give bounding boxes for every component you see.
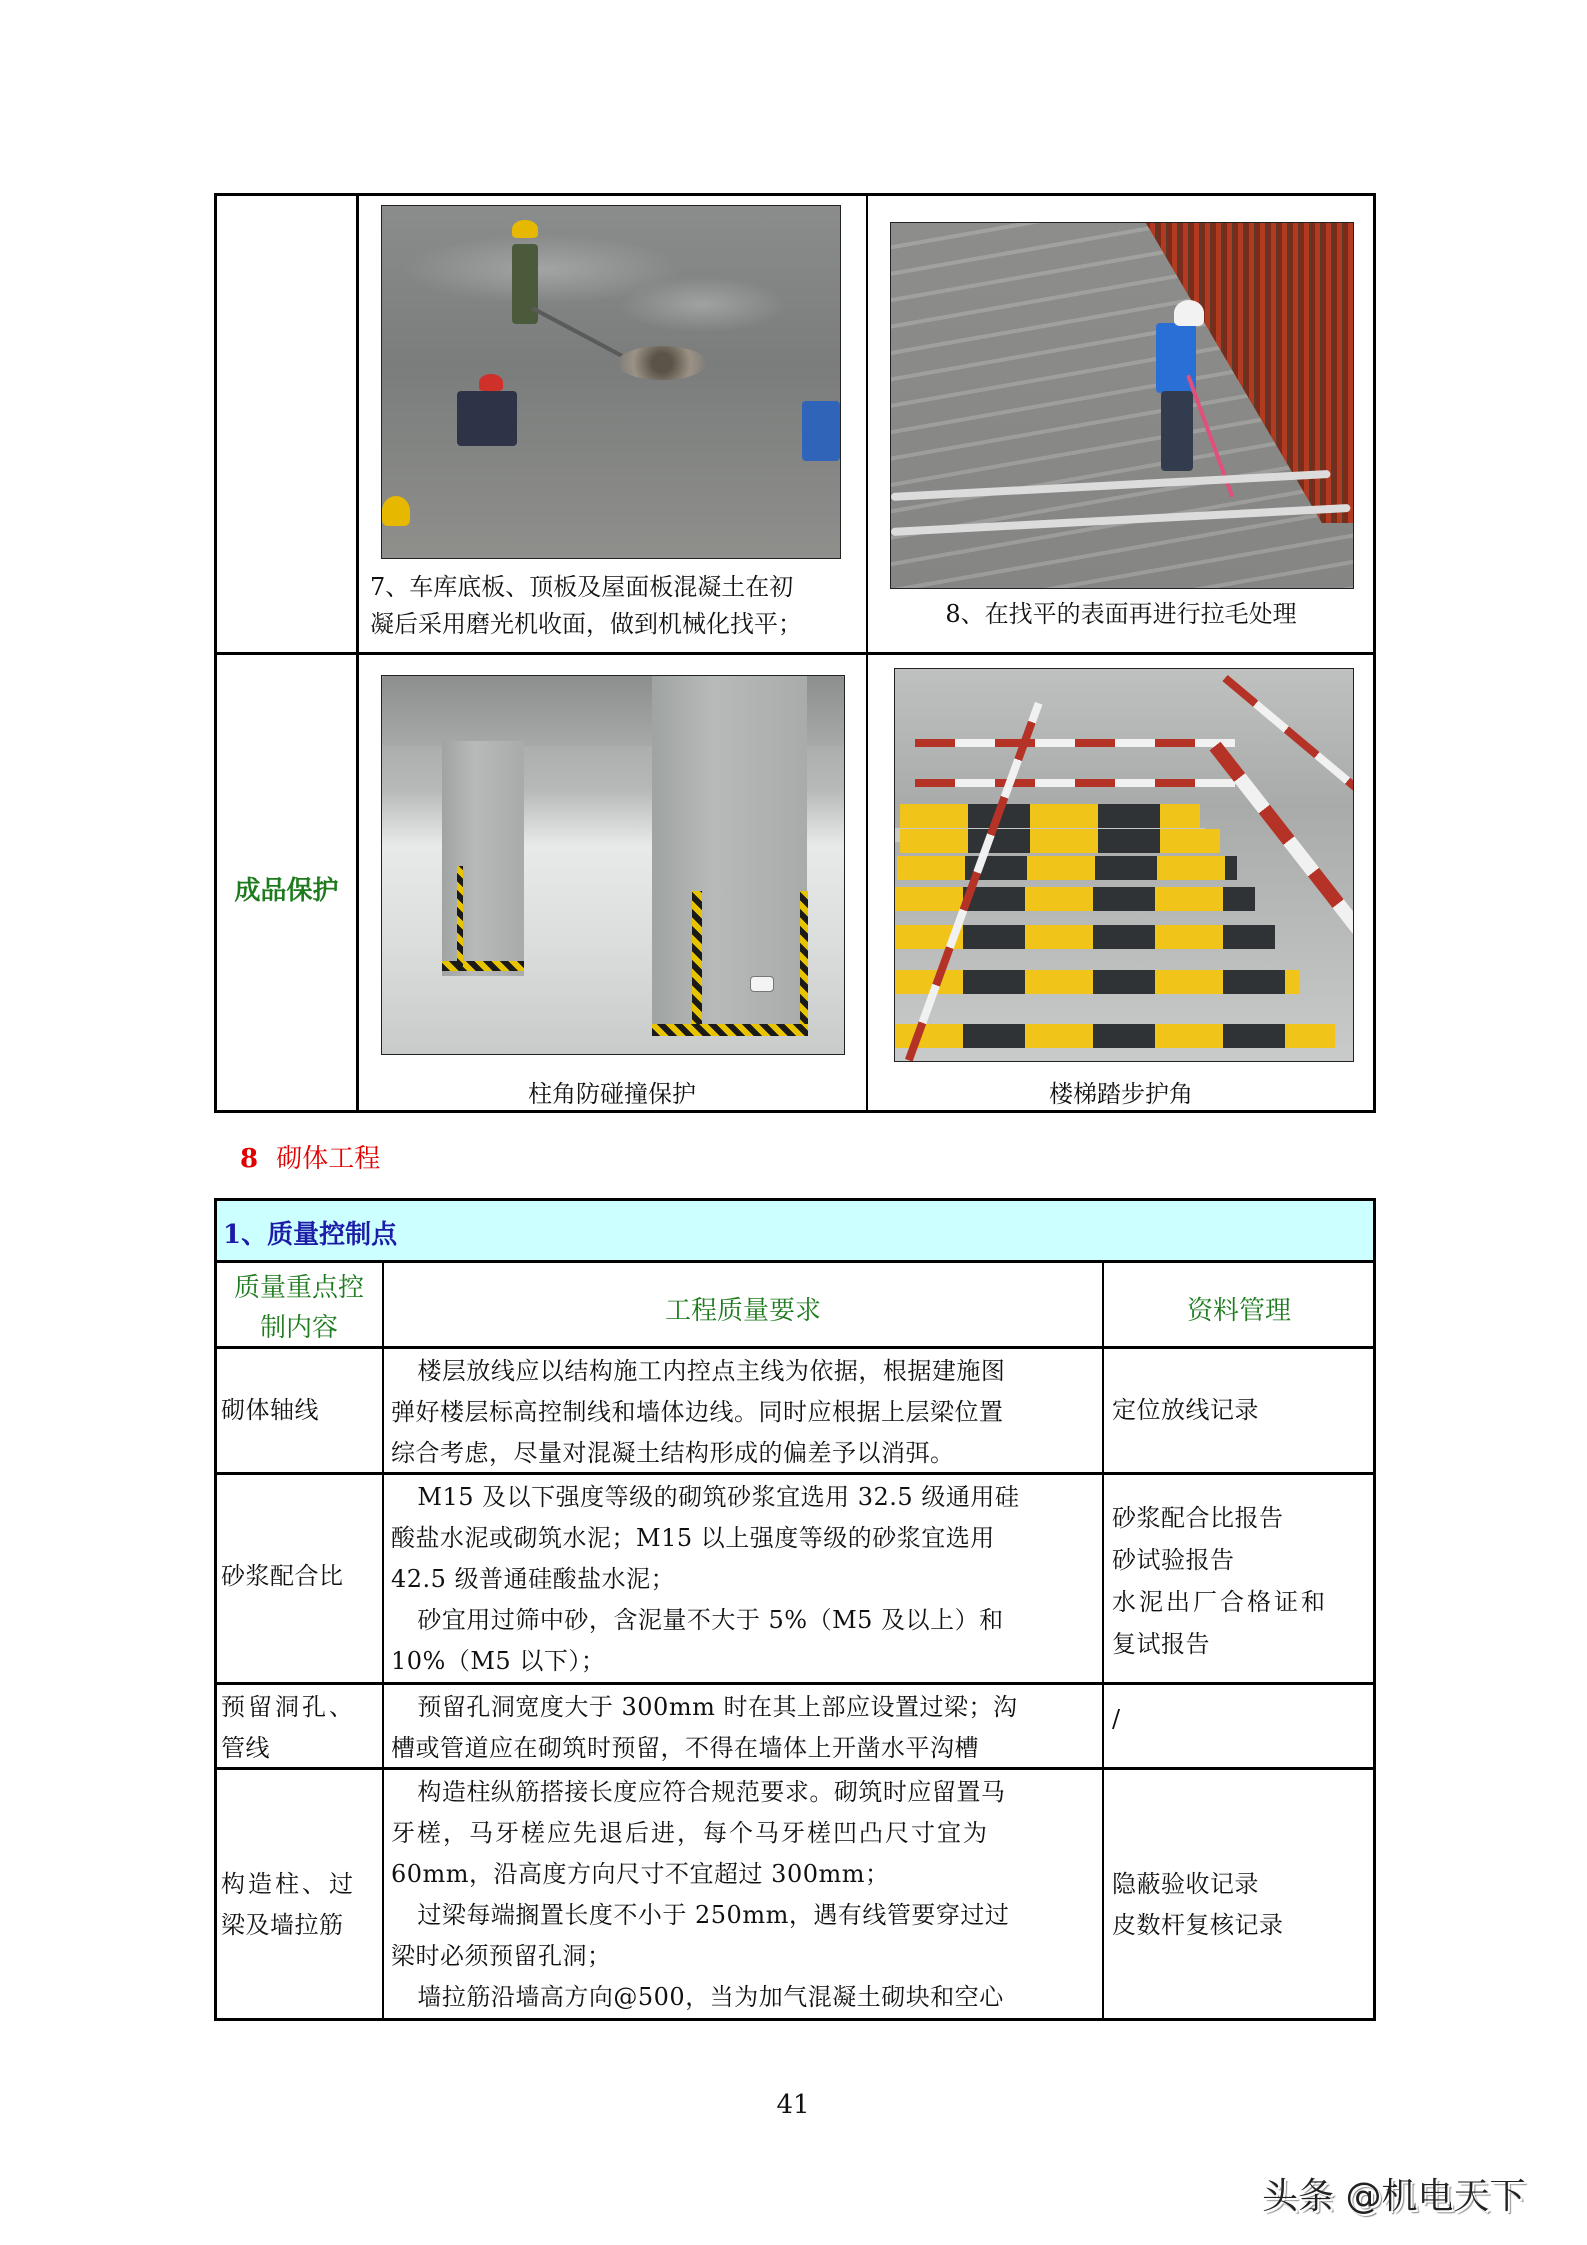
row-label-finished-product-protection: 成品保护	[234, 876, 339, 906]
column-corner-protection-photo	[381, 675, 845, 1055]
row-records-masonry-axis: 定位放线记录	[1112, 1396, 1259, 1424]
leveling-strip	[891, 504, 1351, 536]
qt-border-top	[214, 1198, 1376, 1201]
row-records-reserved-openings: /	[1112, 1705, 1121, 1733]
row-requirement-reserved-openings: 预留孔洞宽度大于 300mm 时在其上部应设置过梁；沟 槽或管道应在砌筑时预留，不得在墙体上开凿水平沟槽	[391, 1693, 1018, 1762]
section-number: 8	[240, 1144, 259, 1174]
row-item-structural-columns: 构造柱、过 梁及墙拉筋	[221, 1870, 356, 1939]
hazard-stripe-guard	[800, 891, 808, 1036]
table-border-top	[214, 193, 1376, 196]
hazard-stripe-guard	[692, 891, 702, 1036]
hazard-stripe-guard	[442, 961, 524, 971]
row-item-masonry-axis: 砌体轴线	[221, 1396, 319, 1424]
qt-header-divider	[214, 1346, 1376, 1349]
sign-stand	[750, 976, 774, 992]
photo-caption-stair-nosing: 楼梯踏步护角	[1049, 1080, 1193, 1108]
worker-figure	[512, 244, 538, 324]
row-requirement-masonry-axis: 楼层放线应以结构施工内控点主线为依据，根据建施图 弹好楼层标高控制线和墙体边线。同时应根据上层梁位置 综合考虑，尽量对混凝土结构形成的偏差予以消弭。	[391, 1357, 1006, 1467]
table-col-divider-2	[866, 193, 868, 1113]
worker-legs	[1161, 391, 1193, 471]
row-item-reserved-openings: 预留洞孔、 管线	[221, 1693, 356, 1762]
stair-step	[895, 970, 1300, 994]
table-border-right	[1373, 193, 1376, 1113]
broom-finish-photo	[890, 222, 1354, 589]
photo-caption-8: 8、在找平的表面再进行拉毛处理	[945, 600, 1297, 628]
concrete-column	[442, 741, 524, 976]
hazard-stripe-guard	[457, 866, 463, 966]
stair-step	[895, 887, 1255, 911]
quality-band-title: 1、质量控制点	[223, 1220, 398, 1250]
white-helmet-icon	[1174, 300, 1204, 326]
leveling-strip	[891, 470, 1331, 501]
row-item-mortar-ratio: 砂浆配合比	[221, 1562, 344, 1590]
concrete-column	[652, 676, 807, 1036]
section-heading	[240, 1138, 380, 1175]
section-title: 砌体工程	[276, 1144, 381, 1174]
worker-figure	[802, 401, 840, 461]
stair-step	[895, 1024, 1335, 1048]
concrete-power-trowel-photo	[381, 205, 841, 559]
row-requirement-mortar-ratio: M15 及以下强度等级的砌筑砂浆宜选用 32.5 级通用硅 酸盐水泥或砌筑水泥；M15 以上强度等级的砂浆宜选用 42.5 级普通硅酸盐水泥； 砂宜用过筛中砂，含泥量不大于 5%（M5 及以上）和 10%（M5 以下）；	[391, 1483, 1020, 1675]
qt-band-divider	[214, 1260, 1376, 1263]
stair-step	[900, 829, 1220, 853]
qt-row-divider	[214, 1682, 1376, 1685]
yellow-helmet-icon	[382, 496, 410, 526]
qt-border-bottom	[214, 2018, 1376, 2021]
guard-rail	[1222, 675, 1354, 848]
table-border-left	[214, 193, 217, 1113]
red-helmet-icon	[479, 374, 503, 391]
qt-col-divider-2	[1102, 1260, 1104, 2020]
photo-caption-column-protection: 柱角防碰撞保护	[528, 1080, 696, 1108]
power-trowel-disc	[617, 346, 707, 380]
crouching-worker	[457, 391, 517, 446]
row-records-mortar-ratio: 砂浆配合比报告 砂试验报告 水泥出厂合格证和 复试报告	[1112, 1504, 1328, 1658]
yellow-helmet-icon	[512, 220, 538, 238]
photo-caption-7: 7、车库底板、顶板及屋面板混凝土在初 凝后采用磨光机收面，做到机械化找平；	[370, 573, 802, 638]
stair-step	[900, 804, 1200, 828]
watermark: 头条 @机电天下	[1262, 2176, 1526, 2217]
qt-col-divider-1	[382, 1260, 384, 2020]
table-col-divider-1	[356, 193, 359, 1113]
guard-rail	[915, 779, 1235, 787]
row-records-structural-columns: 隐蔽验收记录 皮数杆复核记录	[1112, 1870, 1284, 1939]
stair-step	[897, 856, 1237, 880]
stair-nosing-protection-photo	[894, 668, 1354, 1062]
header-documentation: 资料管理	[1186, 1296, 1291, 1326]
hazard-stripe-guard	[652, 1024, 808, 1036]
header-quality-requirement: 工程质量要求	[664, 1296, 821, 1326]
page-number: 41	[776, 2090, 810, 2120]
guard-rail	[915, 739, 1235, 747]
trowel-handle	[531, 306, 630, 361]
row-requirement-structural-columns: 构造柱纵筋搭接长度应符合规范要求。砌筑时应留置马 牙槎，马牙槎应先退后进，每个马牙槎凹凸尺寸宜为 60mm，沿高度方向尺寸不宜超过 300mm； 过梁每端搁置长度不小于 250mm，遇有线管要穿过过 梁时必须预留孔洞； 墙拉筋沿墙高方向@500，当为加气混凝土砌块和空心	[391, 1778, 1010, 2011]
table-row-divider	[214, 652, 1376, 655]
guard-rail	[905, 702, 1042, 1062]
header-control-item: 质量重点控 制内容	[233, 1273, 364, 1343]
